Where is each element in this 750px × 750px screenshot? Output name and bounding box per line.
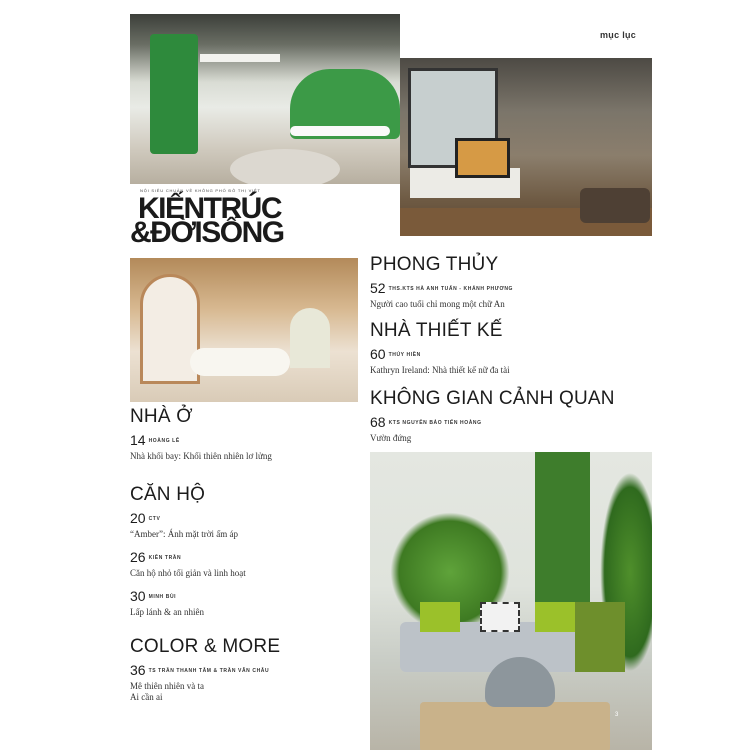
section-title-khong-gian-canh-quan: KHÔNG GIAN CẢNH QUAN [370,388,615,409]
article-title: Kathryn Ireland: Nhà thiết kế nữ đa tài [370,365,510,375]
toc-entry[interactable] [130,662,269,702]
page-number: 52 [370,280,386,296]
page-number: 26 [130,549,146,565]
green-pillow [535,602,575,632]
desk [290,126,390,136]
green-climbing-wall [150,34,198,154]
shelf [200,54,280,62]
round-rug [230,149,340,184]
curved-counter [190,348,290,376]
page-number: 30 [130,588,146,604]
sofa [580,188,650,223]
magazine-logo [130,188,400,258]
section-title-nha-o: NHÀ Ở [130,406,193,427]
jute-rug [420,702,610,750]
author: KIÊN TRẦN [148,554,182,561]
section-title-color-more: COLOR & MORE [130,636,281,657]
garden-living-photo [370,452,652,750]
page-number-footer: 3 [615,712,619,718]
article-title: Vườn đứng [370,433,412,443]
article-title: Nhà khối bay: Khối thiên nhiên lơ lửng [130,451,272,461]
page-number: 36 [130,662,146,678]
article-title: “Amber”: Ánh mặt trời ấm áp [130,529,238,539]
section-header-muc-luc: mục lục [600,30,637,40]
article-title: Người cao tuổi chỉ mong một chữ An [370,299,505,309]
green-pillow [420,602,460,632]
logo-line-2: &ĐỜISỐNG [130,216,284,249]
toc-entry[interactable] [130,588,204,617]
author: CTV [148,515,161,522]
section-title-phong-thuy: PHONG THỦY [370,254,499,275]
toc-entry[interactable] [130,510,238,539]
page-number: 14 [130,432,146,448]
page-number: 68 [370,414,386,430]
toc-entry[interactable] [130,549,246,578]
author: THÚY HIỀN [388,351,421,358]
author: THS.KTS HÀ ANH TUẤN - KHÁNH PHƯƠNG [388,285,514,292]
kids-room-photo [130,14,400,184]
vertical-garden [535,452,590,622]
toc-entry[interactable] [130,432,272,461]
logo-tagline: NỘI SIÊU CHUẨN VỀ KHÔNG PHỐ ĐÔ THỊ VIỆT [140,188,261,193]
tv-screen [455,138,510,178]
logo-line-1: KIẾNTRÚC [138,192,281,225]
houndstooth-pillow [480,602,520,632]
arched-window [290,308,330,368]
green-blanket [575,602,625,672]
article-title: Lấp lánh & an nhiên [130,607,204,617]
living-room-photo [400,58,652,236]
page-number: 60 [370,346,386,362]
page-number: 20 [130,510,146,526]
article-title: Căn hộ nhỏ tối giản và linh hoạt [130,568,246,578]
toc-entry[interactable] [370,280,513,309]
author: MINH BÙI [148,593,177,600]
section-title-nha-thiet-ke: NHÀ THIẾT KẾ [370,320,503,341]
toc-entry[interactable] [370,414,482,443]
article-title: Mê thiên nhiên và ta [130,681,204,691]
article-title-line-2: Ai cần ai [130,692,163,702]
author: HOÀNG LÊ [148,437,180,444]
toc-entry[interactable] [370,346,510,375]
author: KTS NGUYỄN BẢO TIẾN HOÀNG [388,419,482,426]
magazine-page [130,14,652,750]
author: TS TRẦN THANH TÂM & TRẦN VĂN CHÂU [148,667,270,674]
section-title-can-ho: CĂN HỘ [130,484,206,505]
apartment-photo [130,258,358,402]
